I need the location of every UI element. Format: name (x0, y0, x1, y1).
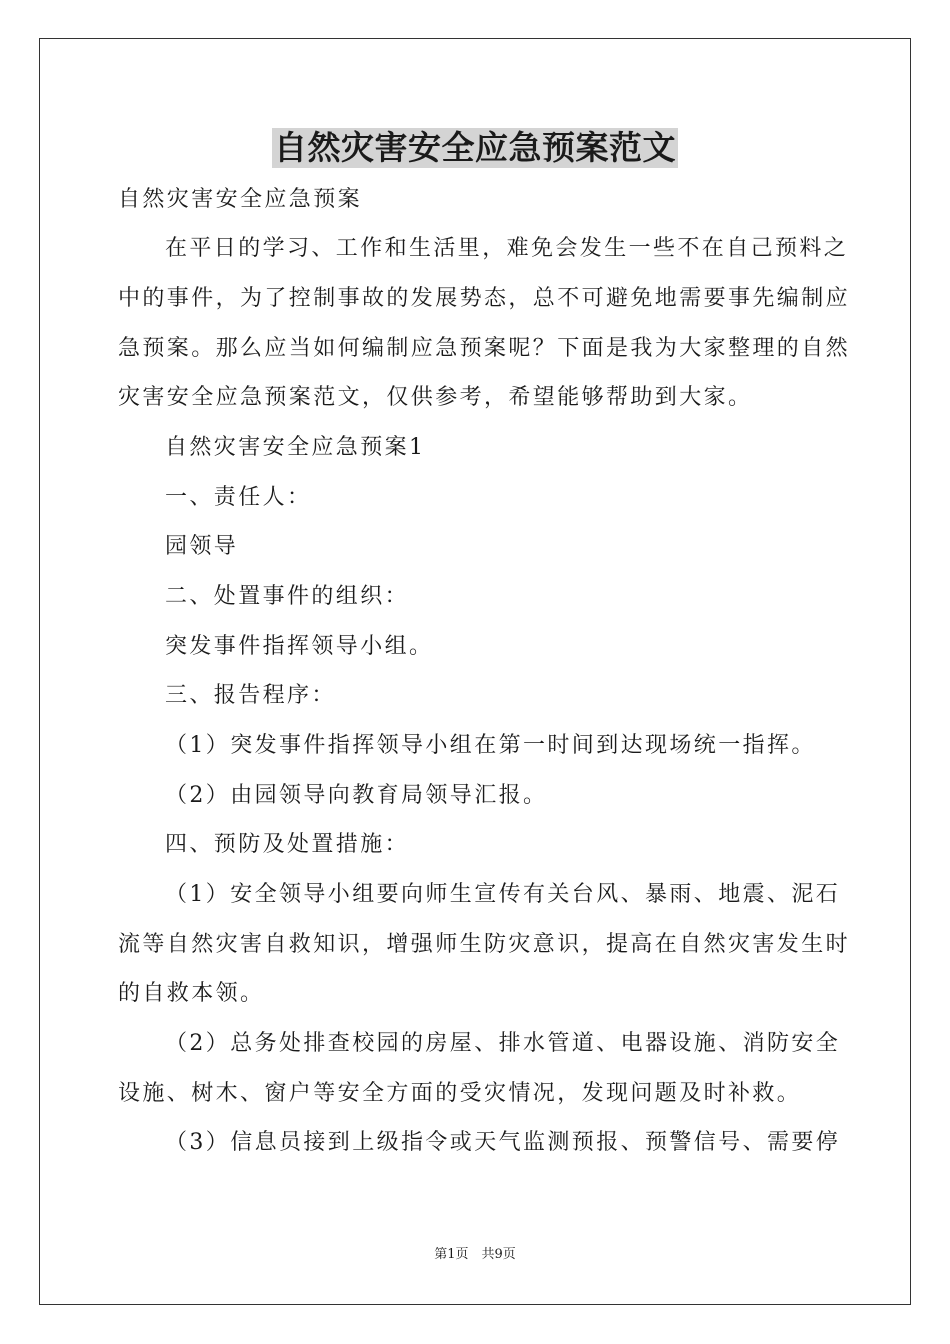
subtitle-line: 自然灾害安全应急预案 (118, 187, 363, 212)
paragraph-line: 三、报告程序： (165, 683, 336, 708)
paragraph-line: （2）由园领导向教育局领导汇报。 (165, 783, 548, 808)
page-footer: 第1页 共9页 (434, 1247, 516, 1262)
section-heading: 自然灾害安全应急预案1 (165, 435, 426, 460)
paragraph-line: 突发事件指挥领导小组。 (165, 634, 434, 659)
paragraph-line: 二、处置事件的组织： (165, 584, 410, 609)
paragraph-line: （1）安全领导小组要向师生宣传有关台风、暴雨、地震、泥石 (165, 882, 841, 907)
paragraph-line: 设施、树木、窗户等安全方面的受灾情况，发现问题及时补救。 (118, 1081, 802, 1106)
title-wrap (0, 128, 950, 168)
paragraph-line: 的自救本领。 (118, 981, 265, 1006)
paragraph-line: 在平日的学习、工作和生活里，难免会发生一些不在自己预料之 (165, 236, 849, 261)
paragraph-line: （1）突发事件指挥领导小组在第一时间到达现场统一指挥。 (165, 733, 816, 758)
paragraph-line: （3）信息员接到上级指令或天气监测预报、预警信号、需要停 (165, 1130, 841, 1155)
paragraph-line: 急预案。那么应当如何编制应急预案呢？下面是我为大家整理的自然 (118, 336, 851, 361)
page-border (39, 38, 911, 1305)
document-title: 自然灾害安全应急预案范文 (274, 128, 676, 167)
paragraph-line: 流等自然灾害自救知识，增强师生防灾意识，提高在自然灾害发生时 (118, 932, 851, 957)
paragraph-line: （2）总务处排查校园的房屋、排水管道、电器设施、消防安全 (165, 1031, 841, 1056)
paragraph-line: 四、预防及处置措施： (165, 832, 410, 857)
paragraph-line: 灾害安全应急预案范文，仅供参考，希望能够帮助到大家。 (118, 385, 753, 410)
paragraph-line: 园领导 (165, 534, 239, 559)
paragraph-line: 中的事件，为了控制事故的发展势态，总不可避免地需要事先编制应 (118, 286, 851, 311)
paragraph-line: 一、责任人： (165, 485, 312, 510)
